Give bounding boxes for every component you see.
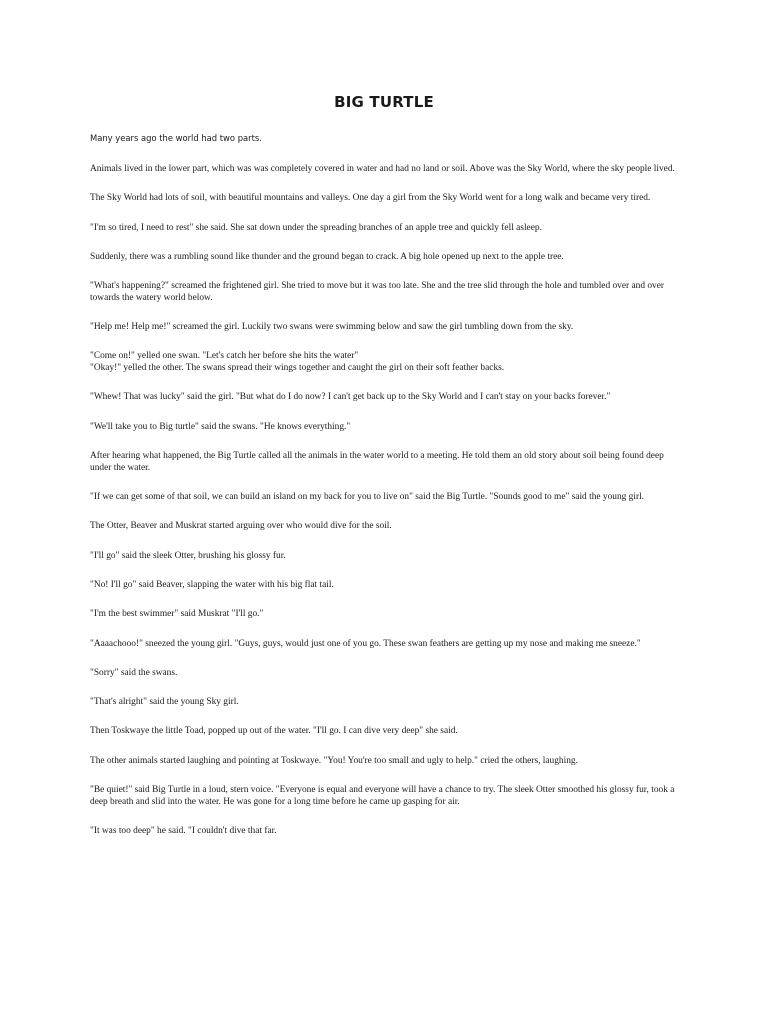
story-paragraph: "It was too deep" he said. "I couldn't dive that far.: [90, 826, 277, 837]
story-paragraph: "Come on!" yelled one swan. "Let's catch her before she hits the water" "Okay!" yelled the other. The swans spread their wings together and caught the girl on their soft feather backs.: [90, 351, 505, 374]
story-paragraph: "Sorry" said the swans.: [90, 667, 178, 678]
story-paragraph: "We'll take you to Big turtle" said the swans. "He knows everything.": [90, 421, 351, 432]
story-paragraph: "I'm the best swimmer" said Muskrat "I'll go.": [90, 609, 264, 620]
story-paragraph: The Sky World had lots of soil, with beautiful mountains and valleys. One day a girl from the Sky World went for a long walk and became very tired.: [90, 193, 651, 204]
story-paragraph: "If we can get some of that soil, we can build an island on my back for you to live on" said the Big Turtle. "Sounds good to me" said the young girl.: [90, 492, 645, 503]
story-paragraph: "I'll go" said the sleek Otter, brushing his glossy fur.: [90, 550, 286, 561]
story-paragraph: Animals lived in the lower part, which was was completely covered in water and had no land or soil. Above was the Sky World, where the sky people lived.: [90, 164, 675, 174]
story-paragraph: The Otter, Beaver and Muskrat started arguing over who would dive for the soil.: [90, 521, 392, 532]
story-paragraph: "What's happening?" screamed the frightened girl. She tried to move but it was too late. She and the tree slid through the hole and tumbled over and over towards the watery world below.: [90, 281, 665, 303]
story-paragraph: "Be quiet!" said Big Turtle in a loud, stern voice. "Everyone is equal and everyone will have a chance to try. The sleek Otter smoothed his glossy fur, took a deep breath and slid into the water. He was gone for a long time before he came up gasping for air.: [90, 785, 675, 807]
story-paragraph: Then Toskwaye the little Toad, popped up out of the water. "I'll go. I can dive very deep" she said.: [90, 726, 458, 737]
page-title: BIG TURTLE: [334, 93, 434, 111]
story-paragraph: "Help me! Help me!" screamed the girl. Luckily two swans were swimming below and saw the girl tumbling down from the sky.: [90, 322, 574, 333]
story-paragraph: Suddenly, there was a rumbling sound like thunder and the ground began to crack. A big hole opened up next to the apple tree.: [90, 251, 564, 262]
story-paragraph: "That's alright" said the young Sky girl.: [90, 697, 239, 708]
story-paragraph: "No! I'll go" said Beaver, slapping the water with his big flat tail.: [90, 579, 334, 590]
story-paragraph: "Aaaachooo!" sneezed the young girl. "Guys, guys, would just one of you go. These swan feathers are getting up my nose and making me sneeze.": [90, 638, 641, 649]
story-paragraph: After hearing what happened, the Big Turtle called all the animals in the water world to a meeting. He told them an old story about soil being found deep under the water.: [90, 451, 664, 473]
story-body: [90, 164, 678, 855]
story-paragraph: "I'm so tired, I need to rest" she said. She sat down under the spreading branches of an apple tree and quickly fell asleep.: [90, 222, 542, 233]
story-paragraph: "Whew! That was lucky" said the girl. "But what do I do now? I can't get back up to the Sky World and I can't stay on your backs forever.": [90, 392, 611, 403]
story-paragraph: The other animals started laughing and pointing at Toskwaye. "You! You're too small and ugly to help." cried the others, laughing.: [90, 755, 578, 766]
intro-line: Many years ago the world had two parts.: [90, 133, 262, 143]
